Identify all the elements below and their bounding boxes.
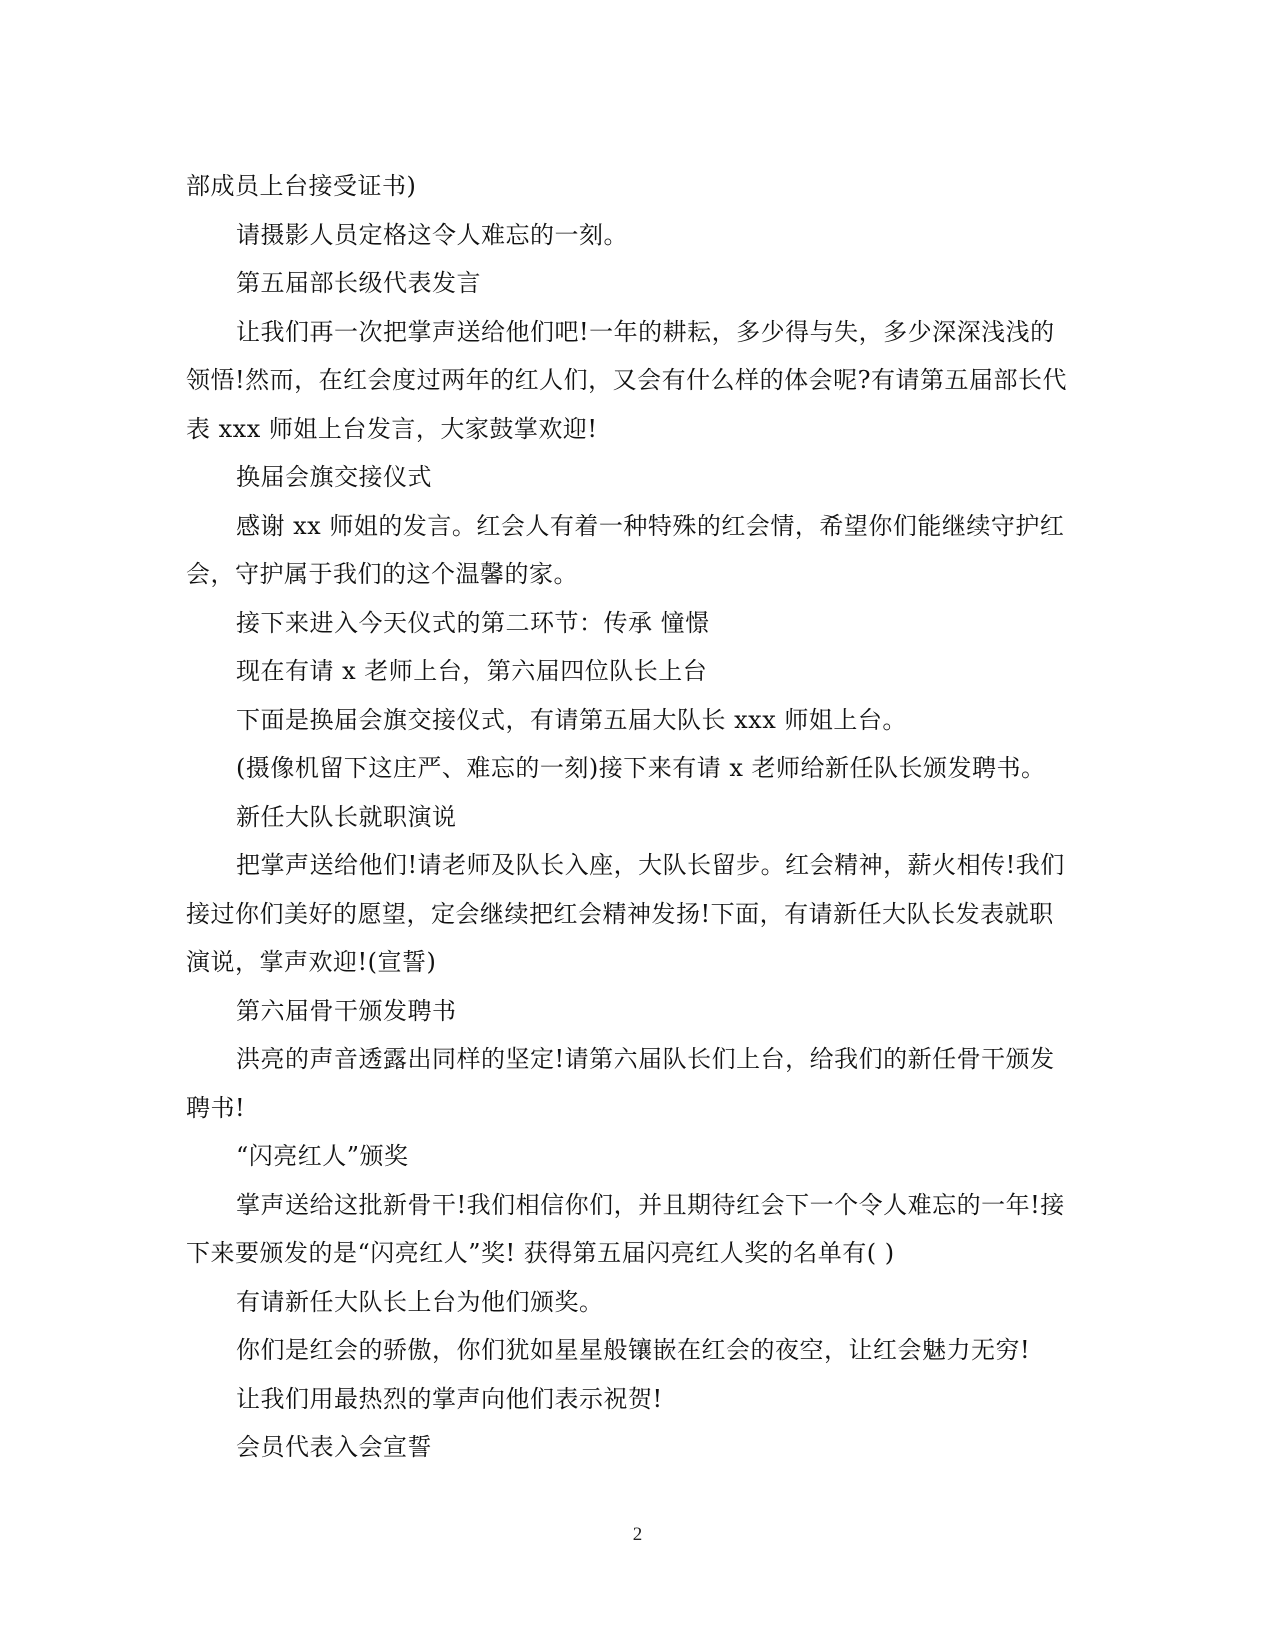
text-line: 演说，掌声欢迎!(宣誓): [186, 948, 437, 976]
text-line: 第五届部长级代表发言: [236, 269, 481, 297]
text-line: 有请新任大队长上台为他们颁奖。: [236, 1287, 604, 1316]
text-line: (摄像机留下这庄严、难忘的一刻)接下来有请 x 老师给新任队长颁发聘书。: [236, 754, 1046, 782]
text-line: 表 xxx 师姐上台发言，大家鼓掌欢迎!: [186, 414, 598, 443]
text-line: 洪亮的声音透露出同样的坚定!请第六届队长们上台，给我们的新任骨干颁发: [236, 1045, 1055, 1073]
text-line: 请摄影人员定格这令人难忘的一刻。: [236, 220, 628, 249]
text-line: 你们是红会的骄傲，你们犹如星星般镶嵌在红会的夜空，让红会魅力无穷!: [236, 1336, 1031, 1364]
text-line: 掌声送给这批新骨干!我们相信你们，并且期待红会下一个令人难忘的一年!接: [236, 1190, 1065, 1219]
document-body: [186, 162, 1086, 1472]
text-line: 领悟!然而，在红会度过两年的红人们，又会有什么样的体会呢?有请第五届部长代: [186, 366, 1068, 394]
text-line: 第六届骨干颁发聘书: [236, 996, 457, 1025]
text-line: “闪亮红人”颁奖: [236, 1142, 409, 1170]
text-line: 会员代表入会宣誓: [236, 1433, 432, 1461]
text-line: 现在有请 x 老师上台，第六届四位队长上台: [236, 657, 708, 685]
page-number: 2: [632, 1524, 643, 1545]
text-line: 换届会旗交接仪式: [236, 463, 432, 491]
text-line: 把掌声送给他们!请老师及队长入座，大队长留步。红会精神，薪火相传!我们: [236, 851, 1065, 879]
text-line: 部成员上台接受证书): [186, 172, 417, 200]
text-line: 新任大队长就职演说: [236, 802, 457, 831]
text-line: 接过你们美好的愿望，定会继续把红会精神发扬!下面，有请新任大队长发表就职: [186, 899, 1054, 928]
text-line: 让我们再一次把掌声送给他们吧!一年的耕耘，多少得与失，多少深深浅浅的: [236, 317, 1055, 346]
text-line: 感谢 xx 师姐的发言。红会人有着一种特殊的红会情，希望你们能继续守护红: [236, 511, 1065, 540]
text-line: 接下来进入今天仪式的第二环节：传承 憧憬: [236, 608, 710, 637]
text-line: 下面是换届会旗交接仪式，有请第五届大队长 xxx 师姐上台。: [236, 705, 907, 734]
text-line: 下来要颁发的是“闪亮红人”奖! 获得第五届闪亮红人奖的名单有( ): [186, 1239, 895, 1267]
text-line: 让我们用最热烈的掌声向他们表示祝贺!: [236, 1384, 663, 1413]
text-line: 会，守护属于我们的这个温馨的家。: [186, 560, 578, 588]
text-line: 聘书!: [186, 1093, 246, 1122]
